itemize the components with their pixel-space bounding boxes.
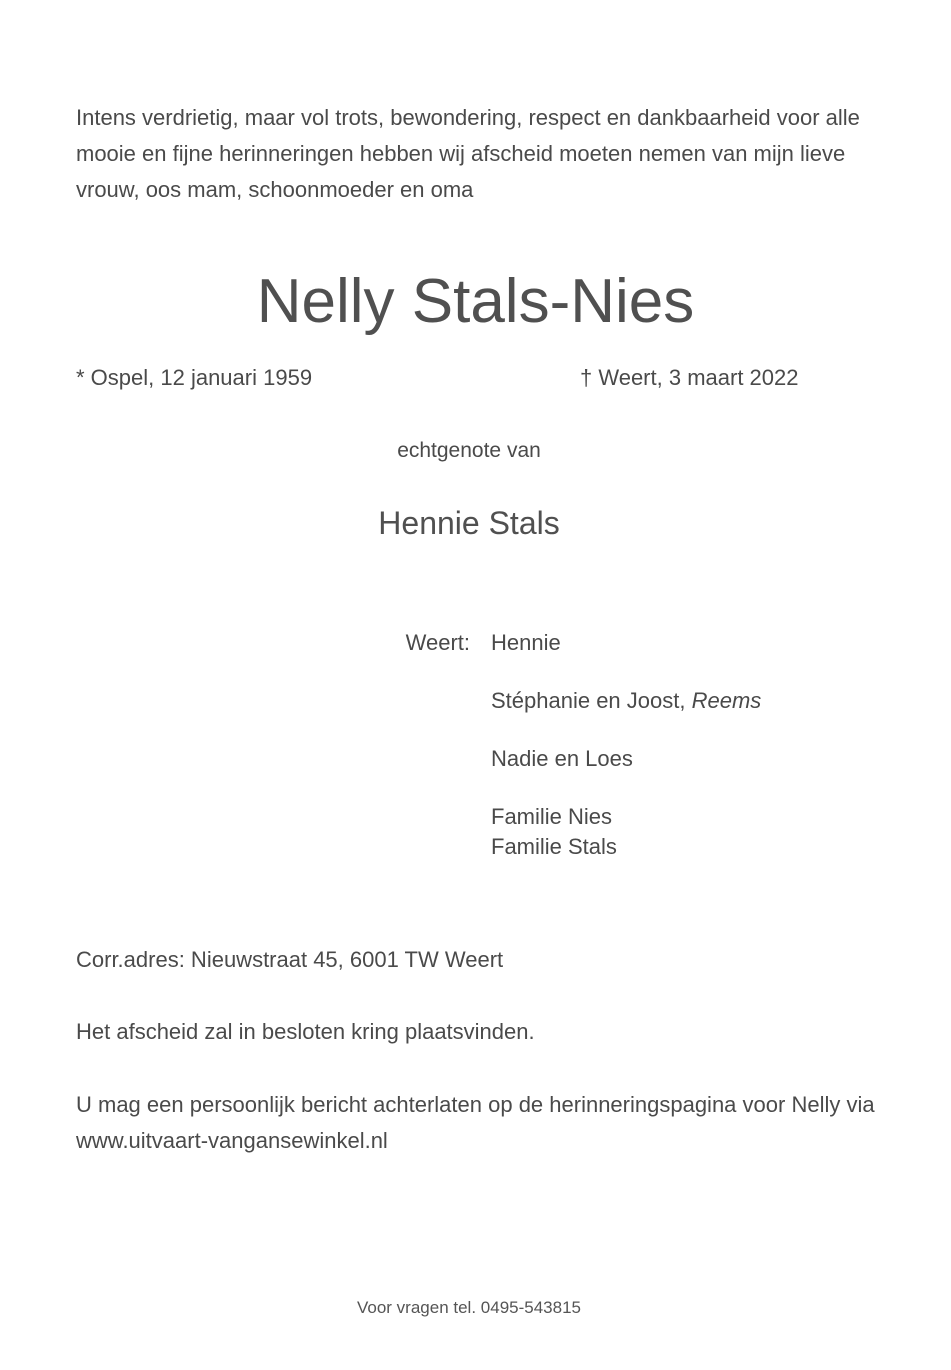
- intro-line: vrouw, oos mam, schoonmoeder en oma: [76, 177, 474, 202]
- relation-label: echtgenote van: [397, 439, 541, 462]
- family-list: [491, 628, 761, 862]
- family-entry-names: Stéphanie en Joost,: [491, 688, 692, 713]
- intro-text: [76, 100, 876, 208]
- family-entry: Familie Nies: [491, 804, 613, 829]
- family-entry: Hennie: [491, 630, 561, 655]
- correspondence-address: Corr.adres: Nieuwstraat 45, 6001 TW Weert: [76, 947, 504, 972]
- family-entry: Nadie en Loes: [491, 746, 633, 771]
- website-link[interactable]: www.uitvaart-vangansewinkel.nl: [76, 1128, 388, 1153]
- spouse-name: Hennie Stals: [378, 505, 560, 541]
- family-entry: [491, 686, 761, 716]
- deceased-name: Nelly Stals-Nies: [256, 267, 695, 336]
- family-entry-place: Reems: [691, 688, 762, 713]
- intro-line: mooie en fijne herinneringen hebben wij afscheid moeten nemen van mijn lieve: [76, 141, 846, 166]
- footer-contact: Voor vragen tel. 0495-543815: [356, 1298, 581, 1317]
- death-info: † Weert, 3 maart 2022: [580, 365, 799, 390]
- farewell-note: Het afscheid zal in besloten kring plaatsvinden.: [76, 1019, 535, 1044]
- family-entry: Familie Stals: [491, 834, 617, 859]
- birth-info: * Ospel, 12 januari 1959: [76, 365, 313, 390]
- message-line: U mag een persoonlijk bericht achterlaten op de herinneringspagina voor Nelly via: [76, 1092, 875, 1117]
- intro-line: Intens verdrietig, maar vol trots, bewondering, respect en dankbaarheid voor alle: [76, 105, 860, 130]
- family-place: Weert:: [405, 630, 470, 655]
